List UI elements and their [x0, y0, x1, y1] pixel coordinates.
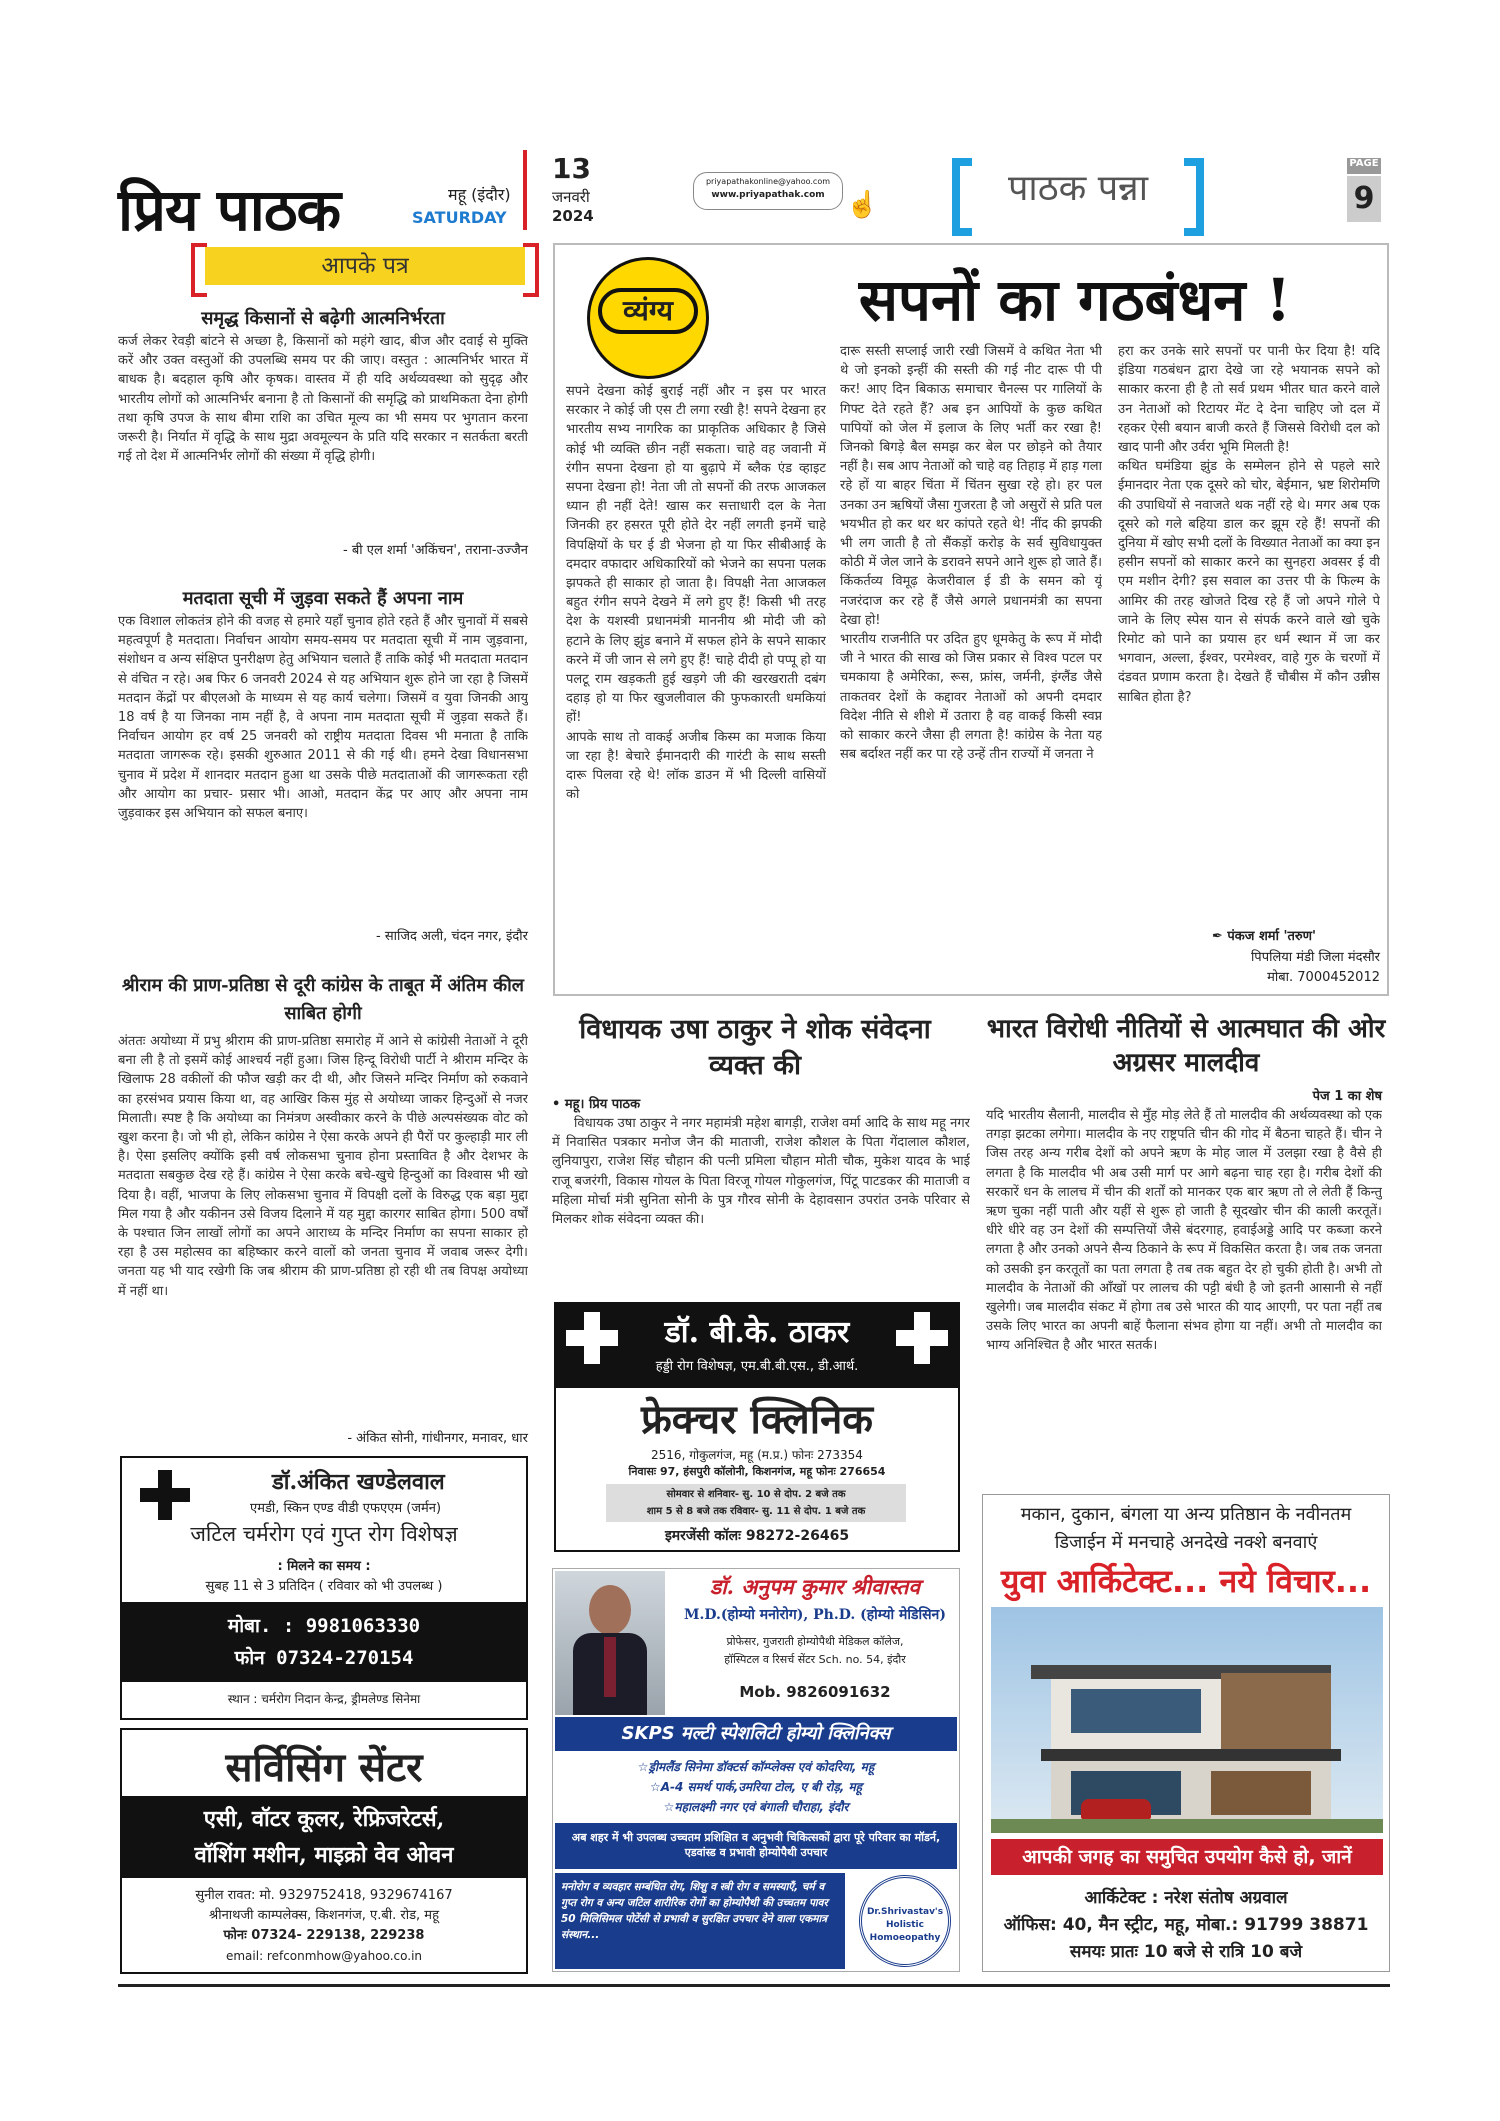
doctor-specialty: जटिल चर्मरोग एवं गुप्त रोग विशेषज्ञ [190, 1522, 458, 1546]
doctor-degree: हड्डी रोग विशेषज्ञ, एम.बी.बी.एस., डी.आर्थ. [655, 1359, 859, 1374]
doctor-degree: M.D.(होम्यो मनोरोग), Ph.D. (होम्यो मेडिसिन) [684, 1607, 946, 1623]
website-link[interactable]: www.priyapathak.com [711, 190, 825, 200]
tagline-line: डिजाईन में मनचाहे अनदेखे नक्शे बनवाएं [1054, 1532, 1318, 1553]
service-items [122, 1796, 526, 1878]
clinic-branches [563, 1757, 949, 1817]
house-image [991, 1607, 1383, 1833]
clinic-seal: Dr.Shrivastav's Holistic Homoeopathy [859, 1875, 951, 1967]
service-items-line: एसी, वॉटर कूलर, रेफ्रिजरेटर्स, [203, 1806, 445, 1832]
news-dateline: • महू। प्रिय पाठक [552, 1097, 641, 1112]
article-body: यदि भारतीय सैलानी, मालदीव से मुँह मोड़ लेते हैं तो मालदीव की अर्थव्यवस्था को एक तगड़ा झटका लगेगा। मालदीव के नए राष्ट्रपति चीन की गोद में बैठना चाहते हैं। चीन ने जिस तरह अन्य गरीब देशों को अपने ऋण के मोह जाल में उलझा रखा है वैसे ही लगता है कि मालदीव भी अब उसी मार्ग पर आगे बढ़ना चाह रहा है। गरीब देशों की सरकारें धन के लालच में चीन की शर्तों को मानकर एक बार ऋण तो ले लेती हैं किन्तु ऋण चुका नहीं पाती और यहीं से शुरू हो जाती है सूदखोर चीन की काली करतूतें। धीरे धीरे वह उन देशों की सम्पत्तियों जैसे बंदरगाह, हवाईअड्डे आदि पर कब्जा करने लगता है और उनको अपने सैन्य ठिकाने के रूप में विकसित करता है। जब तक जनता को उसकी इन करतूतों का पता लगता है तब तक बहुत देर हो चुकी होती है। अभी तो मालदीव के नेताओं की आँखों पर लालच की पट्टी बंधी है जो इतनी आसानी से नहीं खुलेगी। जब मालदीव संकट में होगा तब उसे भारत की याद आएगी, पर पता नहीं तब उसके लिए भारत का अपनी बाहें फैलाना संभव होगा या नहीं। अभी तो मालदीव का भाग्य अनिश्चित है और भारत सतर्क। [986, 1108, 1382, 1354]
hand-pointer-icon: ☝ [846, 190, 879, 220]
ad-dr-ankit [120, 1456, 528, 1720]
doctor-name: डॉ.अंकित खण्डेलवाल [272, 1469, 445, 1495]
news-title: विधायक उषा ठाकुर ने शोक संवेदना व्यक्त की [579, 1014, 931, 1081]
page-bottom-rule [118, 1984, 1390, 1987]
emergency-number: इमरजेंसी कॉलः 98272-26465 [664, 1528, 850, 1544]
ad-banner: आपकी जगह का समुचित उपयोग कैसे हो, जानें [991, 1839, 1383, 1875]
doctor-mobile: Mob. 9826091632 [739, 1683, 891, 1701]
architect-name: आर्किटेक्ट : नरेश संतोष अग्रवाल [1084, 1888, 1288, 1908]
service-phone-line: सुनील रावत: मो. 9329752418, 9329674167 [195, 1888, 453, 1903]
letter-signature: - अंकित सोनी, गांधीनगर, मनावर, धार [347, 1431, 528, 1446]
ad-servicing-center [120, 1728, 528, 1974]
architect-office: ऑफिस: 40, मैन स्ट्रीट, महू, मोबा.: 91799 38871 [1003, 1915, 1369, 1935]
timing-line: सोमवार से शनिवार- सु. 10 से दोप. 2 बजे तक [666, 1489, 846, 1500]
news-body: विधायक उषा ठाकुर ने नगर महामंत्री महेश बागड़ी, राजेश वर्मा आदि के साथ महू नगर में निवासित पत्रकार मनोज जैन की माताजी, राजेश कौशल के पिता गेंदालाल कौशल, लुनियापुरा, राजेश सिंह चौहान की पत्नी प्रमिला चौहान मोती चौक, मुकेश यादव के भाई राजू बजरंगी, विकास गोयल के पिता विरजू गोयल गोकुलगंज, पिंटू पाटडकर की माताजी व महिला मोर्चा मंत्री सुनिता सोनी के पुत्र गौरव सोनी के देहावसान उपरांत उनके परिवार से मिलकर शोक संवेदना व्यक्त की। [552, 1116, 970, 1228]
date-month: जनवरी [552, 188, 590, 206]
clinic-note: अब शहर में भी उपलब्ध उच्चतम प्रशिक्षित व अनुभवी चिकित्सकों द्वारा पूरे परिवार का मॉडर्न, एडवांस्ड व प्रभावी होम्योपैथी उपचार [555, 1823, 957, 1869]
branch-item: ☆A-4 समर्थ पार्क,उमरिया टोल, ए बी रोड़, महू [649, 1780, 863, 1794]
ad-dr-anupam [552, 1568, 960, 1972]
clinic-timings [606, 1484, 906, 1522]
satire-label: व्यंग्य [598, 288, 698, 334]
service-landline: फोनः 07324- 229138, 229238 [223, 1928, 425, 1943]
doctor-name: डॉ. बी.के. ठाकर [664, 1315, 850, 1350]
letters-banner: आपके पत्र [205, 247, 525, 285]
contact-box [693, 172, 843, 210]
service-items-line: वॉशिंग मशीन, माइक्रो वेव ओवन [194, 1842, 454, 1868]
clinic-location: स्थान : चर्मरोग निदान केन्द्र, ड्रीमलेण्ड सिनेमा [227, 1692, 421, 1706]
doctor-degree: एमडी, स्किन एण्ड वीडी एफएएम (जर्मन) [250, 1501, 442, 1516]
doctor-affiliation [673, 1633, 957, 1669]
author-name: पंकज शर्मा 'तरुण' [1227, 929, 1317, 944]
satire-column-3: हरा कर उनके सारे सपनों पर पानी फेर दिया है! यदि इंडिया गठबंधन द्वारा देखे जा रहे भयानक सपने को साकार करना ही है तो सर्व प्रथम भीतर घात करने वाले उन नेताओं को रिटायर मेंट दे देना चाहिए जो दल में रहकर ऐसी बयान बाजी करते हैं जिससे विरोधी दल को खाद पानी और उर्वरा भूमि मिलती है! कथित घमंडिया झुंड के सम्मेलन होने से पहले सारे ईमानदार नेता एक दूसरे को चोर, बेईमान, भ्रष्ट शिरोमणि की उपाधियों से नवाजते थक नहीं रहे थे। मगर अब एक दूसरे को गले बहिया डाल कर झूम रहे हैं! सपनों की दुनिया में खोए सभी दलों के विख्यात नेताओं का क्या इन हसीन सपनों को साकार करने का सुनहरा अवसर ई वी एम मशीन देगी? इस सवाल का उत्तर पी के फिल्म के आमिर की तरह खोजते दिख रहे हैं जो अपने गोले पे जाने के लिए स्पेस यान से संपर्क करने वाले खो चुके रिमोट को पाने का प्रयास हर धर्म स्थान में जा कर भगवान, अल्ला, ईश्वर, परमेश्वर, वाहे गुरु के चरणों में दंडवत प्रणाम करता है। देखते हैं चौबीस में कौन उन्नीस साबित होता है? [1118, 344, 1380, 705]
page-label: PAGE [1347, 158, 1381, 174]
ad-architect [982, 1494, 1390, 1972]
date-number: 13 [552, 152, 591, 185]
article-title: भारत विरोधी नीतियों से आत्मघात की ओर अग्रसर मालदीव [986, 1014, 1386, 1078]
tagline-line: मकान, दुकान, बंगला या अन्य प्रतिष्ठान के नवीनतम [1020, 1504, 1352, 1525]
branch-item: ☆ड्रीमलैंड सिनेमा डॉक्टर्स कॉम्प्लेक्स एवं कोदरिया, महू [637, 1760, 875, 1774]
ad-dr-thakar [554, 1302, 960, 1552]
author-phone: मोबा. 7000452012 [1267, 970, 1380, 985]
ad-title: युवा आर्किटेक्ट... नये विचार... [1000, 1562, 1372, 1600]
day-label: SATURDAY [412, 208, 507, 227]
letter-signature: - बी एल शर्मा 'अकिंचन', तराना-उज्जैन [343, 543, 528, 558]
masthead-divider [523, 150, 527, 230]
page-number: 9 [1347, 176, 1381, 222]
phone-number: फोन 07324-270154 [234, 1647, 414, 1669]
satire-title: सपनों का गठबंधन ! [858, 266, 1292, 334]
letter-title: श्रीराम की प्राण-प्रतिष्ठा से दूरी कांग्रेस के ताबूत में अंतिम कील साबित होगी [122, 975, 524, 1024]
timing-line: शाम 5 से 8 बजे तक रविवार- सु. 11 से दोप. 1 बजे तक [646, 1506, 866, 1517]
contact-block [122, 1602, 526, 1682]
satire-column-1: सपने देखना कोई बुराई नहीं और न इस पर भारत सरकार ने कोई जी एस टी लगा रखी है! सपने देखना हर भारतीय सभ्य नागरिक का प्राकृतिक अधिकार है जिसे कोई भी व्यक्ति छीन नहीं सकता। चाहे वह जवानी में रंगीन सपना देखना हो या बुढ़ापे में ब्लैक एंड व्हाइट सपना देखना हो! नेता जी तो सपनों की तरफ आजकल ध्यान ही नहीं देते! खास कर सत्ताधारी दल के नेता जिनकी हर हसरत पूरी होते देर नहीं लगती इनमें चाहे विपक्षियों के घर ई डी भेजना हो या फिर सीबीआई के दमदार वफादार अधिकारियों को भेजने का सपना पलक झपकते ही साकार हो जाता है। विपक्षी नेता आजकल बहुत रंगीन सपने देखने में लगे हुए हैं! किसी भी तरह देश के यशस्वी प्रधानमंत्री माननीय श्री मोदी जी को हटाने के लिए झुंड बनाने में सफल होने के सपने साकार करने में जी जान से लगे हुए हैं! चाहे दीदी हो पप्पू हो या पलटू राम खड़कती हुई खड़गे जी की खरखराती दबंग दहाड़ हो या फिर खुजलीवाल की फुफकारती धमकियां हों! आपके साथ तो वाकई अजीब किस्म का मजाक किया जा रहा है! बेचारे ईमानदारी की गारंटी के साथ सस्ती दारू पिलवा रहे थे! लॉक डाउन में भी दिल्ली वासियों को [566, 384, 826, 803]
satire-author [1212, 926, 1380, 944]
city-label: महू (इंदौर) [448, 185, 511, 204]
service-address: श्रीनाथजी काम्पलेक्स, किशनगंज, ए.बी. रोड, महू [209, 1908, 439, 1923]
doctor-photo [555, 1571, 665, 1715]
architect-contact [983, 1885, 1389, 1966]
affiliation-line: हॉस्पिटल व रिसर्च सेंटर Sch. no. 54, इंदौर [724, 1653, 906, 1666]
affiliation-line: प्रोफेसर, गुजराती होम्योपैथी मेडिकल कॉलेज, [726, 1635, 904, 1648]
letter-body: एक विशाल लोकतंत्र होने की वजह से हमारे यहाँ चुनाव होते रहते हैं और चुनावों में सबसे महत्वपूर्ण है मतदाता। निर्वाचन आयोग समय-समय पर मतदाता सूची में नाम जुड़वाना, संशोधन व अन्य संक्षिप्त पुनरीक्षण हेतु अभियान चलाते हैं ताकि कोई भी मतदाता मतदान से वंचित न रहे। अब फिर 6 जनवरी 2024 से यह अभियान शुरू होने जा रहा है जिसमें मतदान केंद्रों पर बीएलओ के माध्यम से यह कार्य चलेगा। जिसमें व युवा जिनकी आयु 18 वर्ष है या जिनका नाम नहीं है, वे अपना नाम मतदाता सूची में जुड़वा सकते हैं। निर्वाचन आयोग हर वर्ष 25 जनवरी को राष्ट्रीय मतदाता दिवस भी मनाता है ताकि मतदाता जागरूक रहे। इसकी शुरुआत 2011 से की गई थी। हमने देखा विधानसभा चुनाव में प्रदेश में शानदार मतदान हुआ था उसके पीछे मतदाताओं की जागरूकता रही और आयोग का प्रचार- प्रसार भी। आओ, मतदान केंद्र पर आए और अपना नाम जुड़वाकर इस अभियान को सफल बनाए। [118, 614, 528, 822]
letter-signature: - साजिद अली, चंदन नगर, इंदौर [376, 929, 528, 944]
author-place: पिपलिया मंडी जिला मंदसौर [1250, 950, 1380, 965]
letter-title: समृद्ध किसानों से बढ़ेगी आत्मनिर्भरता [201, 308, 445, 329]
newspaper-logo: प्रिय पाठक [118, 176, 341, 244]
clinic-name: SKPS मल्टी स्पेशलिटी होम्यो क्लिनिक्स [555, 1717, 957, 1751]
branch-item: ☆महालक्ष्मी नगर एवं बंगाली चौराहा, इंदौर [663, 1800, 849, 1814]
medical-cross-icon [140, 1470, 190, 1520]
clinic-name: फ्रेक्चर क्लिनिक [640, 1396, 874, 1443]
service-email[interactable]: email: refconmhow@yahoo.co.in [225, 1949, 423, 1963]
timing-label: : मिलने का समय : [277, 1559, 371, 1574]
architect-timing: समयः प्रातः 10 बजे से रात्रि 10 बजे [1069, 1942, 1303, 1962]
timing-text: सुबह 11 से 3 प्रतिदिन ( रविवार को भी उपलब्ध ) [205, 1579, 443, 1594]
mobile-number: मोबा. : 9981063330 [227, 1615, 421, 1637]
satire-column-2: दारू सस्ती सप्लाई जारी रखी जिसमें वे कथित नेता भी थे जो इनको इन्हीं की सस्ती की गई नीट दारू पी पी कर! आए दिन बिकाऊ समाचार चैनल्स पर गालियों के गिफ्ट देते रहते हैं? अब इन आपियों के कुछ कथित पापियों को जेल में इलाज के लिए भर्ती कर रखा है! जिनको बिगड़े बैल समझ कर बेल पर छोड़ने को तैयार नहीं है। सब आप नेताओं को चाहे वह तिहाड़ में हाड़ गला रहे हों या बाहर चिंता में चिंतन सुखा रहे हो। हर पल उनका उन ऋषियों जैसा गुजरता है जो असुरों से प्रति पल भयभीत हो कर थर थर कांपते रहते थे! नींद की झपकी भी लग जाती है तो सैंकड़ों करोड़ के सर्व सुविधायुक्त कोठी में जेल जाने के डरावने सपने आने शुरू हो जाते हैं। किंकर्तव्य विमूढ़ केजरीवाल ई डी के समन को यूं नजरंदाज कर रहे हैं जैसे अगले प्रधानमंत्री का सपना देखा हो! भारतीय राजनीति पर उदित हुए धूमकेतु के रूप में मोदी जी ने भारत की साख को जिस प्रकार से विश्व पटल पर चमकाया है अमेरिका, रूस, फ्रांस, जर्मनी, इंग्लैंड जैसे ताकतवर देशों के कद्दावर नेताओं को अपनी दमदार विदेश नीति से शीशे में उतारा है वह वाकई किसी स्वप्न को साकार करने जैसा ही लगता है! कांग्रेस के नेता यह सब बर्दाश्त नहीं कर पा रहे उन्हें तीन राज्यों में जनता ने [840, 344, 1102, 763]
pen-icon: ✒ [1212, 929, 1228, 944]
continued-note: पेज 1 का शेष [1312, 1089, 1382, 1104]
ad-tagline [983, 1501, 1389, 1557]
doctor-name: डॉ. अनुपम कुमार श्रीवास्तव [709, 1574, 921, 1599]
service-title: सर्विसिंग सेंटर [225, 1744, 423, 1791]
service-contact [122, 1886, 526, 1966]
section-title: पाठक पन्ना [952, 158, 1204, 222]
treatment-list: मनोरोग व व्यवहार सम्बंधित रोग, शिशु व स्त्री रोग व समस्याएँ, चर्म व गुप्त रोग व अन्य जटिल शारीरिक रोगों का होम्योपैथी की उच्चतम पावर 50 मिलिसिमल पोटेंसी से प्रभावी व सुरक्षित उपचार देने वाला एकमात्र संस्थान... [555, 1873, 845, 1969]
letter-title: मतदाता सूची में जुड़वा सकते हैं अपना नाम [182, 588, 464, 609]
clinic-address: 2516, गोकुलगंज, महू (म.प्र.) फोनः 273354 [651, 1448, 863, 1462]
email-text: priyapathakonline@yahoo.com [705, 177, 831, 186]
letter-body: अंततः अयोध्या में प्रभु श्रीराम की प्राण-प्रतिष्ठा समारोह में आने से कांग्रेसी नेताओं ने दूरी बना ली है तो इसमें कोई आश्चर्य नहीं हुआ। जिस हिन्दू विरोधी पार्टी ने श्रीराम मन्दिर के खिलाफ 28 वकीलों की फौज खड़ी कर दी थी, और जिसने मन्दिर निर्माण को रुकवाने का हरसंभव प्रयास किया था, वह आखिर किस मुंह से अयोध्या जाकर हिन्दुओं से नजर मिलाती। स्पष्ट है कि अयोध्या का निमंत्रण अस्वीकार करने के पीछे अल्पसंख्यक वोट को खुश करना है। जो भी हो, लेकिन कांग्रेस ने ऐसा करके अपने ही पैरों पर कुल्हाड़ी मार ली है। ऐसा इसलिए क्योंकि इसी वर्ष लोकसभा चुनाव होना प्रस्तावित है और देशभर के मतदाता सबकुछ देख रहे हैं। कांग्रेस ने ऐसा करके बचे-खुचे हिन्दुओं का विश्वास भी खो दिया है। वहीं, भाजपा के लिए लोकसभा चुनाव में विपक्षी दलों के विरुद्ध एक बड़ा मुद्दा मिल गया है और यकीनन उसे विजय दिलाने में यह मुद्दा कारगर साबित होगा। 500 वर्षों के पश्चात जिन लाखों लोगों का अपने आराध्य के मन्दिर निर्माण का सपना साकार हो रहा है उस महोत्सव का बहिष्कार करने वालों को जनता चुनाव में जवाब जरूर देगी। जनता यह भी याद रखेगी कि जब श्रीराम की प्राण-प्रतिष्ठा हो रही थी तब विपक्ष अयोध्या में नहीं था। [118, 1034, 528, 1299]
date-year: 2024 [552, 207, 594, 225]
residence-address: निवासः 97, हंसपुरी कॉलोनी, किशनगंज, महू फोनः 276654 [628, 1465, 886, 1478]
letter-body: कर्ज लेकर रेवड़ी बांटने से अच्छा है, किसानों को महंगे खाद, बीज और दवाई से मुक्ति करें और उक्त वस्तुओं की उपलब्धि समय पर की जाए। वस्तुत : आत्मनिर्भर भारत में बाधक है। बदहाल कृषि और कृषक। वास्तव में ही यदि अर्थव्यवस्था को सुदृढ़ और भारतीय लोगों को आत्मनिर्भर बनाना है तो किसानों की समृद्धि को प्राथमिकता देना होगी तथा कृषि उपज के साथ बीमा राशि का उचित मूल्य का भी समय पर भुगतान करना जरूरी है। निर्यात में वृद्धि के साथ मुद्रा अवमूल्यन के प्रति यदि सरकार न सतर्कता बरती गई तो देश में आत्मनिर्भर लोगों की संख्या में वृद्धि होगी। [118, 334, 528, 465]
